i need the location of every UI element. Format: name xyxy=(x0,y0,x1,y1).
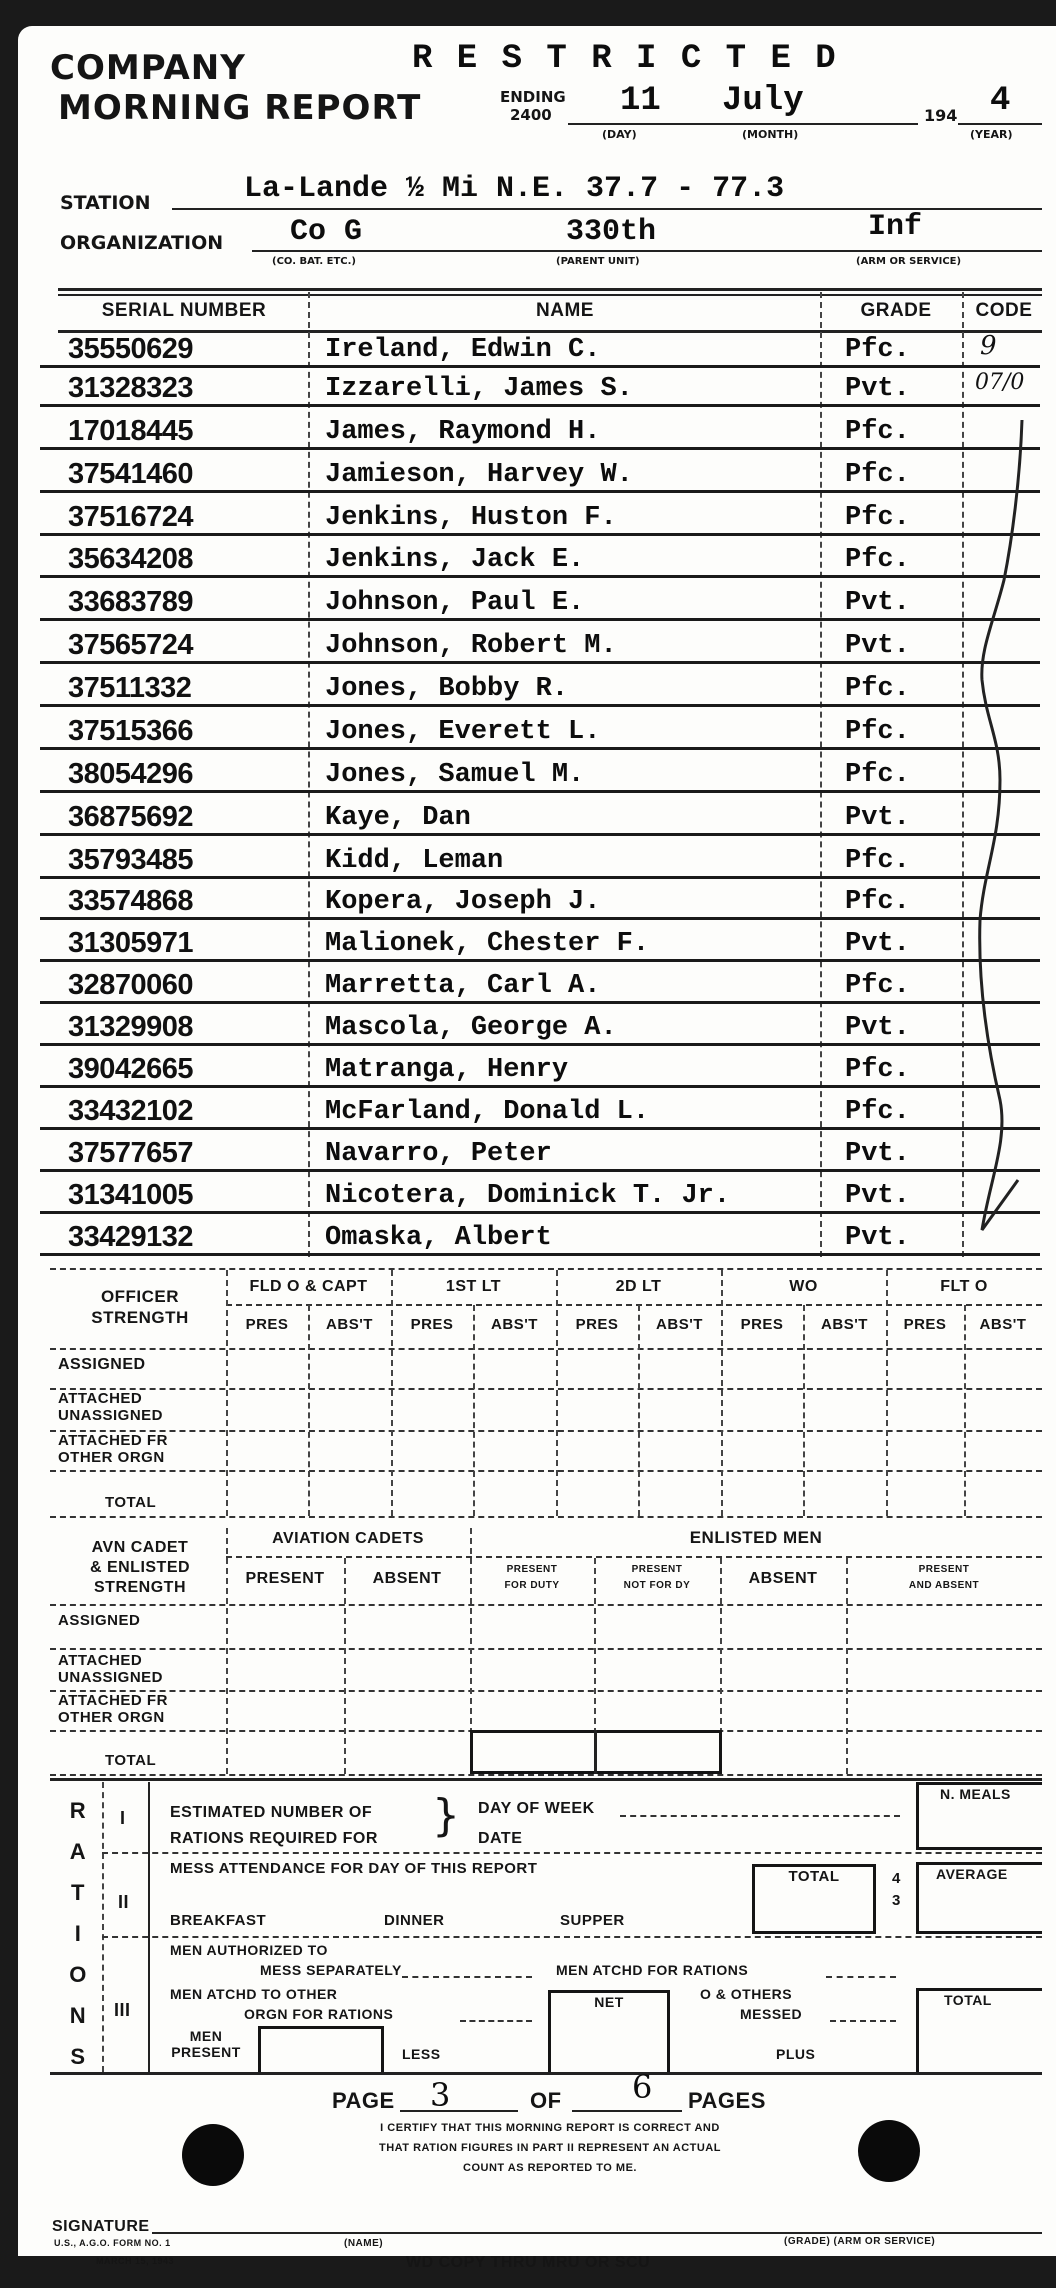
organization-company: Co G xyxy=(290,215,363,249)
soldier-grade: Pvt. xyxy=(845,803,910,833)
column-header-name: NAME xyxy=(536,300,594,321)
table-row xyxy=(40,1177,1040,1214)
men-atchd-other-label-1: MEN ATCHD TO OTHER xyxy=(170,1986,338,2002)
soldier-name: Kaye, Dan xyxy=(325,803,471,833)
grade-arm-caption: (GRADE) (ARM OR SERVICE) xyxy=(784,2236,936,2247)
rations-divider xyxy=(102,1782,104,2072)
rations-section-iii: III xyxy=(114,2000,131,2020)
soldier-grade: Pfc. xyxy=(845,335,910,365)
column-header-grade: GRADE xyxy=(860,300,932,321)
cadets-absent: ABSENT xyxy=(372,1570,442,1587)
soldier-name: Izzarelli, James S. xyxy=(325,374,633,404)
sub-pres: PRES xyxy=(740,1316,784,1333)
table-row xyxy=(40,1093,1040,1130)
rations-top-rule xyxy=(50,1778,1042,1781)
serial-number: 35793485 xyxy=(68,844,194,876)
organization-underline xyxy=(252,250,1042,252)
table-row xyxy=(40,331,1040,368)
enlisted-strength-title: AVN CADET & ENLISTED STRENGTH xyxy=(89,1539,191,1596)
serial-number: 31341005 xyxy=(68,1179,194,1211)
soldier-grade: Pfc. xyxy=(845,1097,910,1127)
sub-abst: ABS'T xyxy=(821,1316,868,1333)
roster-top-rule-2 xyxy=(58,294,1042,296)
o-others-label-2: MESSED xyxy=(740,2006,803,2022)
rations-total-label: TOTAL xyxy=(944,1992,992,2008)
sub-abst: ABS'T xyxy=(656,1316,703,1333)
officer-col-divider xyxy=(556,1270,558,1516)
officer-row-total: TOTAL xyxy=(105,1494,157,1511)
ending-time-label: 2400 xyxy=(510,106,552,124)
em-absent: ABSENT xyxy=(748,1570,818,1587)
serial-number: 17018445 xyxy=(68,415,194,447)
officer-col-divider xyxy=(308,1305,310,1516)
column-header-serial-number: SERIAL NUMBER xyxy=(101,300,267,321)
officer-row-rule xyxy=(50,1388,1042,1390)
serial-number: 31329908 xyxy=(68,1011,194,1043)
estimated-rations-label: ESTIMATED NUMBER OF RATIONS REQUIRED FOR xyxy=(170,1804,378,1847)
organization-label: ORGANIZATION xyxy=(60,232,224,254)
parent-unit-caption: (PARENT UNIT) xyxy=(556,256,640,267)
arm-caption: (ARM OR SERVICE) xyxy=(856,256,962,267)
year-caption: (YEAR) xyxy=(970,128,1013,141)
serial-number: 37541460 xyxy=(68,458,194,490)
soldier-name: Jones, Everett L. xyxy=(325,717,601,747)
soldier-grade: Pfc. xyxy=(845,717,910,747)
soldier-name: Jenkins, Jack E. xyxy=(325,545,585,575)
officer-col-divider xyxy=(721,1270,723,1516)
enlisted-row-rule xyxy=(50,1648,1042,1650)
rations-bottom-rule xyxy=(50,2072,1042,2075)
serial-number: 32870060 xyxy=(68,969,194,1001)
page-label: PAGE xyxy=(332,2088,395,2113)
serial-number: 37511332 xyxy=(68,672,192,704)
serial-number: 35634208 xyxy=(68,543,194,575)
serial-number: 35550629 xyxy=(68,333,194,365)
rations-divider xyxy=(148,1782,150,2072)
soldier-name: Marretta, Carl A. xyxy=(325,971,601,1001)
officer-group-fld-o-capt: FLD O & CAPT xyxy=(249,1278,368,1295)
classification-stamp: R E S T R I C T E D xyxy=(412,40,838,78)
supper-label: SUPPER xyxy=(560,1912,625,1929)
serial-number: 33432102 xyxy=(68,1095,194,1127)
date-underline xyxy=(568,123,918,125)
officer-group-wo: WO xyxy=(789,1278,818,1295)
soldier-name: McFarland, Donald L. xyxy=(325,1097,650,1127)
soldier-name: Navarro, Peter xyxy=(325,1139,552,1169)
table-row xyxy=(40,627,1040,664)
copy-routing-note: WD COPY THRU MRU OR SCU xyxy=(406,2254,651,2271)
ending-label: ENDING xyxy=(500,88,566,106)
soldier-name: James, Raymond H. xyxy=(325,417,601,447)
serial-number: 37515366 xyxy=(68,715,194,747)
officer-row-rule xyxy=(50,1470,1042,1472)
table-row xyxy=(40,1219,1040,1256)
enlisted-bottom-rule xyxy=(50,1774,1042,1776)
serial-number: 33429132 xyxy=(68,1221,194,1253)
report-month: July xyxy=(722,82,804,120)
report-day: 11 xyxy=(620,82,661,120)
mess-separately-field[interactable] xyxy=(402,1976,532,1978)
year-underline xyxy=(958,123,1042,125)
serial-number: 33683789 xyxy=(68,586,194,618)
fraction-denominator: 3 xyxy=(892,1892,901,1909)
em-present-not-for-duty: PRESENT NOT FOR DY xyxy=(623,1564,691,1591)
officer-row-attached-unassigned: ATTACHED UNASSIGNED xyxy=(58,1390,164,1424)
fraction-numerator: 4 xyxy=(892,1870,901,1887)
sub-abst: ABS'T xyxy=(326,1316,373,1333)
name-caption: (NAME) xyxy=(344,2238,384,2249)
sub-abst: ABS'T xyxy=(979,1316,1027,1333)
report-year: 4 xyxy=(990,82,1011,120)
serial-number: 36875692 xyxy=(68,801,194,833)
soldier-grade: Pfc. xyxy=(845,503,910,533)
men-present-label: MEN PRESENT xyxy=(171,2028,241,2060)
serial-number: 33574868 xyxy=(68,885,194,917)
soldier-grade: Pfc. xyxy=(845,846,910,876)
serial-number: 37577657 xyxy=(68,1137,194,1169)
soldier-name: Johnson, Paul E. xyxy=(325,588,585,618)
officer-row-assigned: ASSIGNED xyxy=(58,1356,146,1373)
men-present-box xyxy=(258,2026,384,2072)
men-atchd-other-label-2: ORGN FOR RATIONS xyxy=(244,2006,394,2022)
punch-hole-right xyxy=(858,2120,920,2182)
officer-col-divider xyxy=(473,1305,475,1516)
officer-subheader-rule xyxy=(226,1304,1042,1306)
enlisted-row-rule xyxy=(50,1604,1042,1606)
day-of-week-field[interactable] xyxy=(620,1815,900,1817)
aviation-cadets-header: AVIATION CADETS xyxy=(272,1530,424,1547)
men-authorized-label-2: MESS SEPARATELY xyxy=(260,1962,402,1978)
soldier-name: Kopera, Joseph J. xyxy=(325,887,601,917)
no-meals-label: N. MEALS xyxy=(940,1786,1011,1802)
less-label: LESS xyxy=(402,2046,441,2062)
enlisted-row-attached-from-other: ATTACHED FR OTHER ORGN xyxy=(58,1692,168,1726)
enlisted-col-divider xyxy=(226,1528,228,1774)
table-row xyxy=(40,883,1040,920)
serial-number: 38054296 xyxy=(68,758,194,790)
table-row xyxy=(40,756,1040,793)
orgn-for-rations-field[interactable] xyxy=(460,2020,532,2022)
day-caption: (DAY) xyxy=(602,128,637,141)
table-row xyxy=(40,1009,1040,1046)
soldier-name: Matranga, Henry xyxy=(325,1055,569,1085)
company-caption: (CO. BAT. ETC.) xyxy=(272,256,356,267)
roster-top-rule xyxy=(58,288,1042,291)
mess-attendance-label: MESS ATTENDANCE FOR DAY OF THIS REPORT xyxy=(170,1860,538,1877)
enlisted-col-divider xyxy=(846,1558,848,1774)
o-others-label-1: O & OTHERS xyxy=(700,1986,793,2002)
organization-parent-unit: 330th xyxy=(566,215,657,249)
o-others-messed-field[interactable] xyxy=(830,2020,896,2022)
sub-pres: PRES xyxy=(410,1316,454,1333)
soldier-grade: Pvt. xyxy=(845,588,910,618)
plus-label: PLUS xyxy=(776,2046,816,2062)
rations-side-label: R A T I O N S xyxy=(69,1798,87,2069)
soldier-name: Jamieson, Harvey W. xyxy=(325,460,633,490)
soldier-name: Kidd, Leman xyxy=(325,846,504,876)
page-number-underline xyxy=(400,2110,518,2112)
officer-row-rule xyxy=(50,1430,1042,1432)
enlisted-subheader-rule xyxy=(226,1556,1042,1558)
organization-arm: Inf xyxy=(868,210,923,244)
rations-rule-1 xyxy=(102,1852,1042,1854)
enlisted-total-box-divider xyxy=(594,1730,597,1774)
men-atchd-for-rations-field[interactable] xyxy=(826,1976,896,1978)
soldier-grade: Pfc. xyxy=(845,1055,910,1085)
enlisted-row-attached-unassigned: ATTACHED UNASSIGNED xyxy=(58,1652,164,1686)
soldier-grade: Pvt. xyxy=(845,1013,910,1043)
year-prefix: 194 xyxy=(924,106,958,125)
soldier-grade: Pfc. xyxy=(845,674,910,704)
enlisted-row-rule xyxy=(50,1690,1042,1692)
form-id: U.S., A.G.O. FORM NO. 1 xyxy=(54,2238,171,2248)
soldier-grade: Pvt. xyxy=(845,1181,910,1211)
cadets-present: PRESENT xyxy=(245,1570,325,1587)
officer-row-attached-from-other: ATTACHED FR OTHER ORGN xyxy=(58,1432,168,1466)
soldier-name: Ireland, Edwin C. xyxy=(325,335,601,365)
serial-number: 31328323 xyxy=(68,372,194,404)
soldier-grade: Pfc. xyxy=(845,417,910,447)
month-caption: (MONTH) xyxy=(742,128,799,141)
enlisted-col-divider xyxy=(344,1558,346,1774)
soldier-name: Johnson, Robert M. xyxy=(325,631,617,661)
punch-hole-left xyxy=(182,2124,244,2186)
men-atchd-for-rations-label: MEN ATCHD FOR RATIONS xyxy=(556,1962,749,1978)
soldier-grade: Pvt. xyxy=(845,929,910,959)
officer-group-1st-lt: 1ST LT xyxy=(445,1278,502,1295)
signature-line[interactable] xyxy=(152,2232,1042,2234)
soldier-grade: Pfc. xyxy=(845,545,910,575)
form-title-company: COMPANY xyxy=(50,48,246,88)
status-code: 9 xyxy=(980,331,997,361)
table-row xyxy=(40,967,1040,1004)
sub-pres: PRES xyxy=(245,1316,289,1333)
soldier-name: Mascola, George A. xyxy=(325,1013,617,1043)
officer-top-rule xyxy=(50,1268,1042,1270)
form-date: MARCH 15, 1943 xyxy=(96,2256,175,2266)
serial-number: 39042665 xyxy=(68,1053,194,1085)
table-row xyxy=(40,842,1040,879)
officer-strength-title: OFFICER STRENGTH xyxy=(91,1287,189,1327)
brace-icon: } xyxy=(432,1790,460,1841)
officer-col-divider xyxy=(638,1305,640,1516)
table-row xyxy=(40,1051,1040,1088)
serial-number: 37565724 xyxy=(68,629,194,661)
sub-pres: PRES xyxy=(903,1316,947,1333)
mess-total-label: TOTAL xyxy=(788,1868,840,1885)
soldier-grade: Pvt. xyxy=(845,1223,910,1253)
date-label: DATE xyxy=(478,1830,523,1847)
signature-label: SIGNATURE xyxy=(52,2218,150,2235)
table-row xyxy=(40,499,1040,536)
total-pages: 6 xyxy=(632,2068,653,2106)
soldier-grade: Pvt. xyxy=(845,631,910,661)
sub-pres: PRES xyxy=(575,1316,619,1333)
table-row xyxy=(40,670,1040,707)
soldier-grade: Pfc. xyxy=(845,887,910,917)
station-value: La-Lande ½ Mi N.E. 37.7 - 77.3 xyxy=(244,172,785,206)
handwritten-bracket-mark xyxy=(960,420,1040,1270)
enlisted-row-total: TOTAL xyxy=(105,1752,157,1769)
soldier-name: Jenkins, Huston F. xyxy=(325,503,617,533)
officer-col-divider xyxy=(391,1270,393,1516)
officer-group-flt-o: FLT O xyxy=(940,1278,988,1295)
officer-col-divider xyxy=(226,1270,228,1516)
dinner-label: DINNER xyxy=(384,1912,445,1929)
men-authorized-label-1: MEN AUTHORIZED TO xyxy=(170,1942,328,1958)
table-row xyxy=(40,1135,1040,1172)
average-label: AVERAGE xyxy=(936,1866,1008,1882)
enlisted-men-header: ENLISTED MEN xyxy=(689,1528,823,1547)
rations-rule-2 xyxy=(102,1936,1042,1938)
serial-number: 37516724 xyxy=(68,501,194,533)
enlisted-row-assigned: ASSIGNED xyxy=(58,1612,141,1629)
soldier-grade: Pvt. xyxy=(845,374,910,404)
officer-row-rule xyxy=(50,1348,1042,1350)
table-row xyxy=(40,799,1040,836)
total-pages-underline xyxy=(572,2110,682,2112)
certification-text: I CERTIFY THAT THIS MORNING REPORT IS CORRECT AND THAT RATION FIGURES IN PART II REPRESENT AN ACTUAL COUNT AS REPORTED TO ME. xyxy=(379,2122,721,2174)
table-row xyxy=(40,584,1040,621)
soldier-name: Malionek, Chester F. xyxy=(325,929,650,959)
soldier-grade: Pfc. xyxy=(845,971,910,1001)
table-row xyxy=(40,713,1040,750)
officer-col-divider xyxy=(803,1305,805,1516)
em-present-and-absent: PRESENT AND ABSENT xyxy=(908,1564,980,1591)
soldier-grade: Pvt. xyxy=(845,1139,910,1169)
day-of-week-label: DAY OF WEEK xyxy=(478,1800,595,1817)
table-row xyxy=(40,925,1040,962)
form-title-morning-report: MORNING REPORT xyxy=(58,88,422,128)
rations-section-ii: II xyxy=(118,1892,130,1912)
soldier-grade: Pfc. xyxy=(845,760,910,790)
table-row xyxy=(40,413,1040,450)
em-present-for-duty: PRESENT FOR DUTY xyxy=(504,1564,560,1591)
officer-bottom-rule xyxy=(50,1516,1042,1518)
of-label: OF xyxy=(530,2088,562,2113)
table-row xyxy=(40,456,1040,493)
soldier-name: Omaska, Albert xyxy=(325,1223,552,1253)
officer-group-2d-lt: 2D LT xyxy=(615,1278,662,1295)
pages-label: PAGES xyxy=(688,2088,766,2113)
serial-number: 31305971 xyxy=(68,927,194,959)
net-label: NET xyxy=(594,1994,624,2010)
column-header-code: CODE xyxy=(975,300,1033,321)
rations-section-i: I xyxy=(120,1808,126,1828)
table-row xyxy=(40,370,1040,407)
table-row xyxy=(40,541,1040,578)
soldier-name: Jones, Samuel M. xyxy=(325,760,585,790)
station-label: STATION xyxy=(60,192,151,214)
page-number: 3 xyxy=(430,2076,451,2114)
soldier-name: Jones, Bobby R. xyxy=(325,674,569,704)
officer-col-divider xyxy=(964,1305,966,1516)
soldier-grade: Pfc. xyxy=(845,460,910,490)
soldier-name: Nicotera, Dominick T. Jr. xyxy=(325,1181,731,1211)
breakfast-label: BREAKFAST xyxy=(170,1912,267,1929)
sub-abst: ABS'T xyxy=(491,1316,538,1333)
officer-col-divider xyxy=(886,1270,888,1516)
status-code: 07/0 xyxy=(975,370,1025,395)
